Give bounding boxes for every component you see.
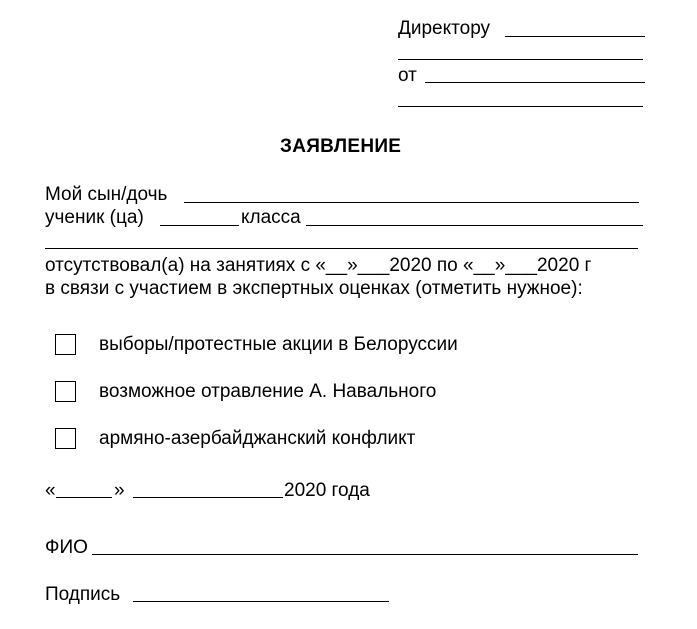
signature-field[interactable] (133, 601, 389, 602)
from-label: от (398, 65, 417, 86)
option-label-belarus: выборы/протестные акции в Белоруссии (99, 334, 458, 355)
from-name-field[interactable] (425, 82, 645, 83)
document-title: ЗАЯВЛЕНИЕ (280, 136, 402, 157)
option-checkbox-navalny[interactable] (55, 381, 76, 402)
date-day-field[interactable] (56, 497, 112, 498)
absent-text: отсутствовал(а) на занятиях с «__»___2020 по «__»___2020 г (45, 255, 592, 276)
from-name-field-2[interactable] (398, 106, 643, 107)
child-name-field[interactable] (184, 202, 639, 203)
class-field[interactable] (306, 225, 643, 226)
date-year-text: 2020 года (284, 480, 370, 501)
extra-line-field[interactable] (45, 248, 638, 249)
fio-field[interactable] (92, 554, 638, 555)
fio-label: ФИО (45, 537, 88, 558)
date-close-quote: » (114, 480, 125, 501)
director-name-field[interactable] (505, 36, 645, 37)
student-label: ученик (ца) (45, 207, 144, 228)
date-month-field[interactable] (133, 497, 283, 498)
reason-text: в связи с участием в экспертных оценках (отметить нужное): (45, 278, 583, 299)
option-label-navalny: возможное отравление А. Навального (99, 381, 437, 402)
director-name-field-2[interactable] (398, 59, 643, 60)
option-label-conflict: армяно-азербайджанский конфликт (99, 428, 416, 449)
grade-field[interactable] (160, 225, 239, 226)
director-label: Директору (398, 18, 491, 39)
option-checkbox-belarus[interactable] (55, 334, 76, 355)
son-label: Мой сын/дочь (45, 184, 168, 205)
date-open-quote: « (45, 480, 56, 501)
option-checkbox-conflict[interactable] (55, 428, 76, 449)
class-label: класса (241, 207, 301, 228)
signature-label: Подпись (45, 584, 121, 605)
